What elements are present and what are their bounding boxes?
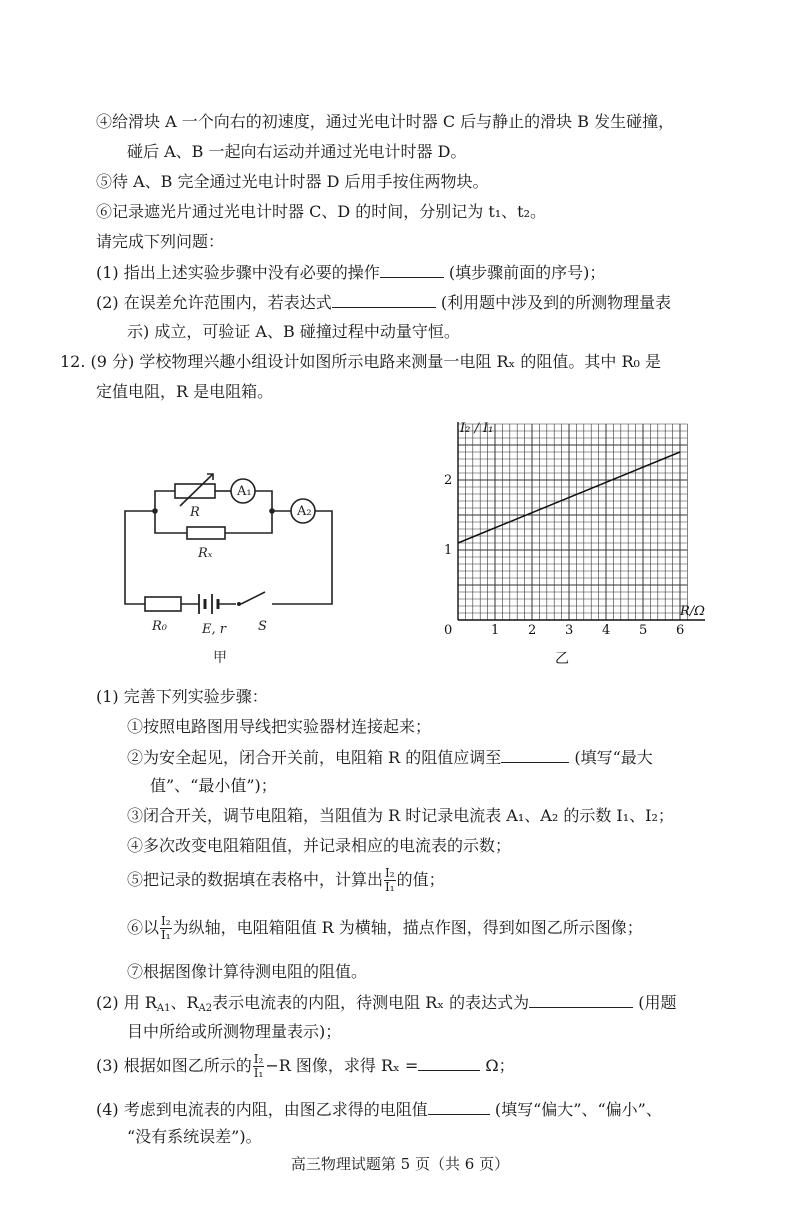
c1-step7: ⑦根据图像计算待测电阻的阻值。: [127, 962, 368, 981]
c2-line2: 目中所给或所测物理量表示)；: [127, 1022, 342, 1041]
c1-step2: [127, 746, 653, 769]
label-Rx: Rₓ: [198, 546, 213, 561]
y-axis-label: I₂ / I₁: [460, 421, 494, 436]
c1-step2-tail: (填写“最大: [574, 748, 653, 767]
step-4-line2: 碰后 A、B 一起向右运动并通过光电计时器 D。: [127, 142, 467, 161]
c4-lead: (4) 考虑到电流表的内阻，由图乙求得的电阻值: [96, 1100, 428, 1119]
sub-a1: A1: [156, 1003, 171, 1014]
label-R: R: [190, 505, 200, 520]
q12-stem-line1: 12. (9 分) 学校物理兴趣小组设计如图所示电路来测量一电阻 Rₓ 的阻值。其中 R₀ 是: [60, 352, 662, 371]
x-axis-label: R/Ω: [680, 604, 705, 619]
c1-step4: ④多次改变电阻箱阻值，并记录相应的电流表的示数；: [127, 836, 512, 855]
y-tick-1: 1: [444, 543, 453, 558]
answer-blank-3[interactable]: [501, 746, 569, 763]
q11-part2: [96, 291, 671, 314]
origin-label: 0: [444, 623, 453, 638]
c4-line2: “没有系统误差”)。: [127, 1127, 262, 1146]
c1-step1: ①按照电路图用导线把实验器材连接起来；: [127, 717, 432, 736]
c3-mid: −R 图像，求得 Rₓ =: [265, 1056, 419, 1075]
c1-step2-cont: 值”、“最小值”)；: [150, 776, 277, 795]
circuit-diagram: [110, 470, 350, 670]
node-left: [152, 508, 158, 514]
step-4-line1: ④给滑块 A 一个向右的初速度，通过光电计时器 C 后与静止的滑块 B 发生碰撞，: [96, 112, 675, 131]
q11-part2-lead: (2) 在误差允许范围内，若表达式: [96, 293, 332, 312]
x-tick-6: 6: [676, 623, 685, 638]
y-tick-2: 2: [444, 473, 453, 488]
x-tick-3: 3: [565, 623, 574, 638]
answer-blank-1[interactable]: [380, 261, 444, 278]
fraction-den: I₁: [253, 1066, 264, 1080]
step-5: ⑤待 A、B 完全通过光电计时器 D 后用手按住两物块。: [96, 172, 489, 191]
fraction-num: I₂: [161, 914, 171, 928]
fraction-den: I₁: [385, 880, 395, 894]
x-tick-4: 4: [602, 623, 611, 638]
caption-jia: 甲: [213, 650, 227, 666]
graph-yi: [430, 410, 720, 670]
c2-comma: 、R: [170, 993, 199, 1012]
step-6: ⑥记录遮光片通过光电计时器 C、D 的时间，分别记为 t₁、t₂。: [96, 202, 547, 221]
fraction-num: I₂: [253, 1052, 264, 1066]
answer-blank-2[interactable]: [332, 291, 436, 308]
q11-part1-lead: (1) 指出上述实验步骤中没有必要的操作: [96, 263, 380, 282]
answer-blank-5[interactable]: [418, 1054, 480, 1071]
ask-text: 请完成下列问题：: [96, 232, 225, 251]
fraction-i2-i1: [384, 867, 396, 894]
c1-step5-lead: ⑤把记录的数据填在表格中，计算出: [127, 870, 384, 889]
caption-yi: 乙: [555, 651, 569, 667]
q11-part1-tail: (填步骤前面的序号)；: [448, 263, 606, 282]
x-tick-2: 2: [528, 623, 537, 638]
x-tick-1: 1: [491, 623, 500, 638]
c2-mid: 表示电流表的内阻，待测电阻 Rₓ 的表达式为: [212, 993, 530, 1012]
resistor-R0: [145, 597, 181, 611]
resistor-Rx: [187, 527, 225, 539]
c1-heading: (1) 完善下列实验步骤：: [96, 687, 268, 706]
q11-part2-cont: 示) 成立，可验证 A、B 碰撞过程中动量守恒。: [127, 322, 460, 341]
fraction-i2-i1-axis: [160, 915, 172, 942]
c1-step3: ③闭合开关，调节电阻箱，当阻值为 R 时记录电流表 A₁、A₂ 的示数 I₁、I₂；: [127, 806, 674, 825]
c1-step6: [127, 913, 643, 943]
c1-step5-tail: 的值；: [396, 870, 445, 889]
label-A1: A₁: [237, 484, 252, 499]
c1-step2-lead: ②为安全起见，闭合开关前，电阻箱 R 的阻值应调至: [127, 748, 502, 767]
label-R0: R₀: [152, 619, 167, 634]
x-tick-5: 5: [639, 623, 648, 638]
c3-unit: Ω；: [485, 1056, 515, 1075]
q12-stem-line2: 定值电阻，R 是电阻箱。: [96, 382, 274, 401]
c1-step6-lead: ⑥以: [127, 918, 160, 937]
c2-lead: (2) 用 R: [96, 993, 157, 1012]
c2-tail: (用题: [638, 993, 677, 1012]
c3-lead: (3) 根据如图乙所示的: [96, 1056, 252, 1075]
c4-tail: (填写“偏大”、“偏小”、: [494, 1100, 662, 1119]
fraction-i2-i1-graph: [253, 1053, 265, 1080]
q11-part1: [96, 261, 605, 284]
c1-step5: [127, 865, 445, 895]
label-S: S: [258, 619, 267, 634]
label-A2: A₂: [297, 504, 312, 519]
graph-grid: [458, 424, 687, 620]
c1-step6-tail: 为纵轴，电阻箱阻值 R 为横轴，描点作图，得到如图乙所示图像；: [172, 918, 643, 937]
label-Er: E, r: [202, 622, 226, 637]
answer-blank-4[interactable]: [529, 991, 633, 1008]
switch-pivot: [237, 602, 241, 606]
switch-S: [241, 592, 265, 604]
c4-line1: [96, 1098, 662, 1121]
fraction-den: I₁: [161, 928, 171, 942]
sub-a2: A2: [198, 1003, 213, 1014]
fraction-num: I₂: [385, 866, 395, 880]
answer-blank-6[interactable]: [428, 1098, 490, 1115]
page-footer: 高三物理试题第 5 页（共 6 页）: [290, 1155, 510, 1173]
node-right: [269, 508, 275, 514]
q11-part2-tail: (利用题中涉及到的所测物理量表: [440, 293, 672, 312]
c2-line1: [96, 991, 677, 1020]
c3-line: [96, 1051, 515, 1081]
